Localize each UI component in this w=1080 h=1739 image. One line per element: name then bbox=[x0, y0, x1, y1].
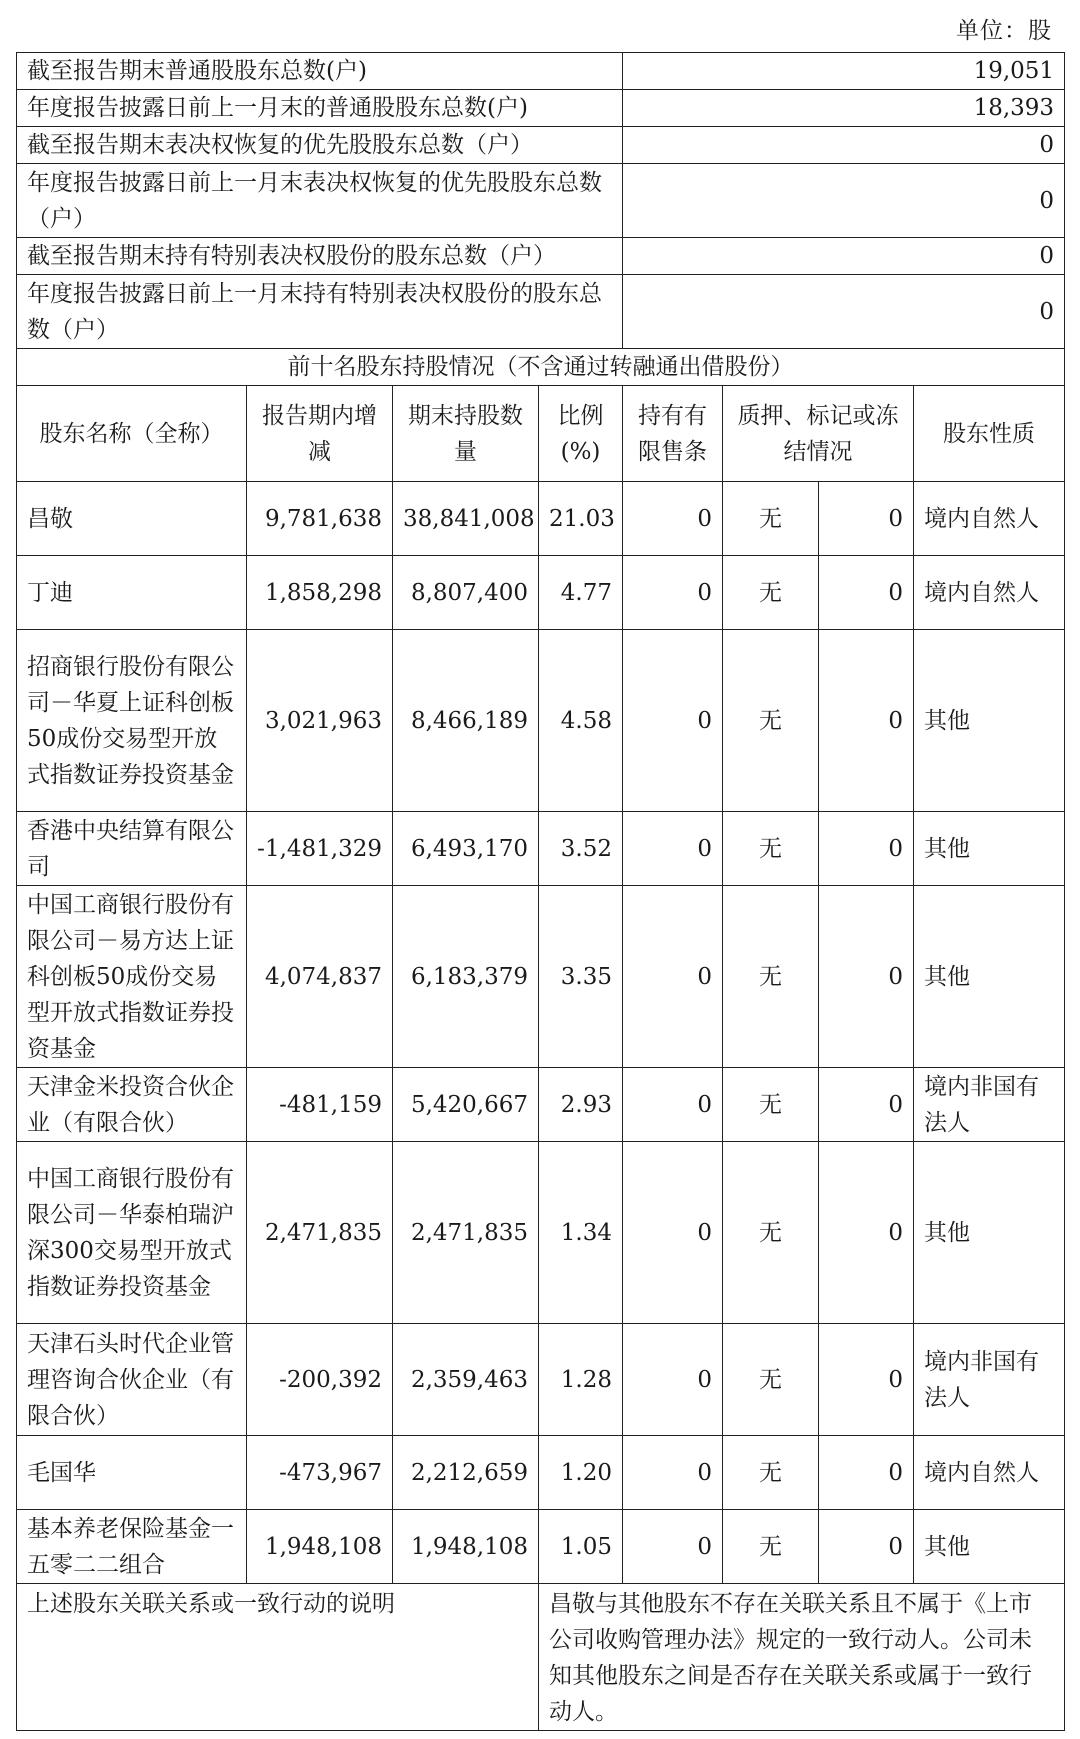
cell-name: 昌敬 bbox=[17, 482, 247, 556]
cell-nature: 境内自然人 bbox=[914, 1436, 1065, 1510]
table-row bbox=[17, 1068, 1065, 1142]
cell-restricted: 0 bbox=[623, 812, 723, 886]
cell-change: 3,021,963 bbox=[247, 630, 393, 812]
cell-pledge-status: 无 bbox=[723, 556, 819, 630]
header-ratio: 比例(%) bbox=[539, 386, 623, 482]
summary-row bbox=[17, 238, 1065, 275]
header-pledge: 质押、标记或冻结情况 bbox=[723, 386, 914, 482]
summary-row bbox=[17, 275, 1065, 349]
header-change: 报告期内增减 bbox=[247, 386, 393, 482]
footer-text: 昌敬与其他股东不存在关联关系且不属于《上市公司收购管理办法》规定的一致行动人。公司未知其他股东之间是否存在关联关系或属于一致行动人。 bbox=[539, 1584, 1065, 1731]
header-end-shares: 期末持股数量 bbox=[393, 386, 539, 482]
header-name: 股东名称（全称） bbox=[17, 386, 247, 482]
cell-pledge-status: 无 bbox=[723, 812, 819, 886]
summary-label: 年度报告披露日前上一月末的普通股股东总数(户) bbox=[17, 90, 623, 127]
cell-pledge-qty: 0 bbox=[819, 1510, 914, 1584]
table-row bbox=[17, 886, 1065, 1068]
cell-ratio: 1.28 bbox=[539, 1324, 623, 1436]
cell-name: 毛国华 bbox=[17, 1436, 247, 1510]
table-row bbox=[17, 482, 1065, 556]
table-row bbox=[17, 1142, 1065, 1324]
cell-end-shares: 2,359,463 bbox=[393, 1324, 539, 1436]
cell-name: 天津金米投资合伙企业（有限合伙） bbox=[17, 1068, 247, 1142]
cell-end-shares: 2,212,659 bbox=[393, 1436, 539, 1510]
summary-row bbox=[17, 127, 1065, 164]
summary-label: 年度报告披露日前上一月末表决权恢复的优先股股东总数（户） bbox=[17, 164, 623, 238]
cell-pledge-qty: 0 bbox=[819, 630, 914, 812]
unit-label: 单位：股 bbox=[956, 18, 1052, 44]
cell-nature: 其他 bbox=[914, 812, 1065, 886]
table-row bbox=[17, 1510, 1065, 1584]
summary-label: 截至报告期末普通股股东总数(户) bbox=[17, 53, 623, 90]
cell-pledge-qty: 0 bbox=[819, 886, 914, 1068]
cell-pledge-qty: 0 bbox=[819, 1324, 914, 1436]
shareholder-table bbox=[16, 52, 1065, 1731]
cell-restricted: 0 bbox=[623, 1324, 723, 1436]
cell-restricted: 0 bbox=[623, 1142, 723, 1324]
cell-pledge-qty: 0 bbox=[819, 812, 914, 886]
summary-value: 0 bbox=[623, 127, 1065, 164]
summary-label: 截至报告期末表决权恢复的优先股股东总数（户） bbox=[17, 127, 623, 164]
table-row bbox=[17, 1436, 1065, 1510]
table-row bbox=[17, 556, 1065, 630]
cell-change: -200,392 bbox=[247, 1324, 393, 1436]
cell-pledge-status: 无 bbox=[723, 886, 819, 1068]
cell-change: 1,858,298 bbox=[247, 556, 393, 630]
cell-restricted: 0 bbox=[623, 1436, 723, 1510]
cell-pledge-status: 无 bbox=[723, 1068, 819, 1142]
cell-ratio: 1.34 bbox=[539, 1142, 623, 1324]
cell-pledge-qty: 0 bbox=[819, 1142, 914, 1324]
cell-end-shares: 5,420,667 bbox=[393, 1068, 539, 1142]
top10-title: 前十名股东持股情况（不含通过转融通出借股份） bbox=[17, 349, 1065, 386]
cell-change: -473,967 bbox=[247, 1436, 393, 1510]
top10-title-row bbox=[17, 349, 1065, 386]
summary-value: 19,051 bbox=[623, 53, 1065, 90]
cell-name: 丁迪 bbox=[17, 556, 247, 630]
cell-name: 中国工商银行股份有限公司－易方达上证科创板50成份交易型开放式指数证券投资基金 bbox=[17, 886, 247, 1068]
cell-ratio: 1.20 bbox=[539, 1436, 623, 1510]
cell-end-shares: 1,948,108 bbox=[393, 1510, 539, 1584]
cell-pledge-qty: 0 bbox=[819, 1068, 914, 1142]
cell-end-shares: 8,807,400 bbox=[393, 556, 539, 630]
summary-value: 0 bbox=[623, 164, 1065, 238]
cell-nature: 其他 bbox=[914, 630, 1065, 812]
footer-label: 上述股东关联关系或一致行动的说明 bbox=[17, 1584, 539, 1731]
table-row bbox=[17, 630, 1065, 812]
cell-ratio: 3.35 bbox=[539, 886, 623, 1068]
summary-row bbox=[17, 53, 1065, 90]
cell-end-shares: 6,183,379 bbox=[393, 886, 539, 1068]
cell-pledge-qty: 0 bbox=[819, 482, 914, 556]
header-restricted: 持有有限售条 bbox=[623, 386, 723, 482]
cell-name: 香港中央结算有限公司 bbox=[17, 812, 247, 886]
summary-value: 0 bbox=[623, 238, 1065, 275]
cell-end-shares: 2,471,835 bbox=[393, 1142, 539, 1324]
cell-pledge-qty: 0 bbox=[819, 1436, 914, 1510]
cell-ratio: 4.77 bbox=[539, 556, 623, 630]
cell-nature: 境内非国有法人 bbox=[914, 1324, 1065, 1436]
cell-pledge-status: 无 bbox=[723, 482, 819, 556]
cell-nature: 其他 bbox=[914, 1510, 1065, 1584]
cell-restricted: 0 bbox=[623, 482, 723, 556]
cell-name: 招商银行股份有限公司－华夏上证科创板50成份交易型开放式指数证券投资基金 bbox=[17, 630, 247, 812]
column-header-row bbox=[17, 386, 1065, 482]
cell-pledge-status: 无 bbox=[723, 1142, 819, 1324]
cell-change: -481,159 bbox=[247, 1068, 393, 1142]
cell-change: 4,074,837 bbox=[247, 886, 393, 1068]
cell-pledge-status: 无 bbox=[723, 630, 819, 812]
cell-change: 9,781,638 bbox=[247, 482, 393, 556]
summary-label: 截至报告期末持有特别表决权股份的股东总数（户） bbox=[17, 238, 623, 275]
cell-nature: 境内自然人 bbox=[914, 556, 1065, 630]
cell-pledge-qty: 0 bbox=[819, 556, 914, 630]
footer-row bbox=[17, 1584, 1065, 1731]
cell-ratio: 4.58 bbox=[539, 630, 623, 812]
header-nature: 股东性质 bbox=[914, 386, 1065, 482]
cell-end-shares: 38,841,008 bbox=[393, 482, 539, 556]
cell-change: -1,481,329 bbox=[247, 812, 393, 886]
cell-restricted: 0 bbox=[623, 886, 723, 1068]
summary-label: 年度报告披露日前上一月末持有特别表决权股份的股东总数（户） bbox=[17, 275, 623, 349]
cell-nature: 其他 bbox=[914, 886, 1065, 1068]
summary-row bbox=[17, 164, 1065, 238]
cell-pledge-status: 无 bbox=[723, 1436, 819, 1510]
cell-pledge-status: 无 bbox=[723, 1324, 819, 1436]
cell-change: 2,471,835 bbox=[247, 1142, 393, 1324]
cell-change: 1,948,108 bbox=[247, 1510, 393, 1584]
cell-ratio: 21.03 bbox=[539, 482, 623, 556]
cell-ratio: 2.93 bbox=[539, 1068, 623, 1142]
cell-pledge-status: 无 bbox=[723, 1510, 819, 1584]
cell-name: 天津石头时代企业管理咨询合伙企业（有限合伙） bbox=[17, 1324, 247, 1436]
cell-ratio: 3.52 bbox=[539, 812, 623, 886]
cell-end-shares: 8,466,189 bbox=[393, 630, 539, 812]
cell-restricted: 0 bbox=[623, 1510, 723, 1584]
cell-name: 基本养老保险基金一五零二二组合 bbox=[17, 1510, 247, 1584]
cell-ratio: 1.05 bbox=[539, 1510, 623, 1584]
cell-nature: 境内非国有法人 bbox=[914, 1068, 1065, 1142]
cell-nature: 境内自然人 bbox=[914, 482, 1065, 556]
cell-end-shares: 6,493,170 bbox=[393, 812, 539, 886]
cell-restricted: 0 bbox=[623, 630, 723, 812]
summary-value: 18,393 bbox=[623, 90, 1065, 127]
cell-name: 中国工商银行股份有限公司－华泰柏瑞沪深300交易型开放式指数证券投资基金 bbox=[17, 1142, 247, 1324]
table-row bbox=[17, 812, 1065, 886]
cell-restricted: 0 bbox=[623, 1068, 723, 1142]
table-row bbox=[17, 1324, 1065, 1436]
cell-nature: 其他 bbox=[914, 1142, 1065, 1324]
summary-value: 0 bbox=[623, 275, 1065, 349]
summary-row bbox=[17, 90, 1065, 127]
cell-restricted: 0 bbox=[623, 556, 723, 630]
